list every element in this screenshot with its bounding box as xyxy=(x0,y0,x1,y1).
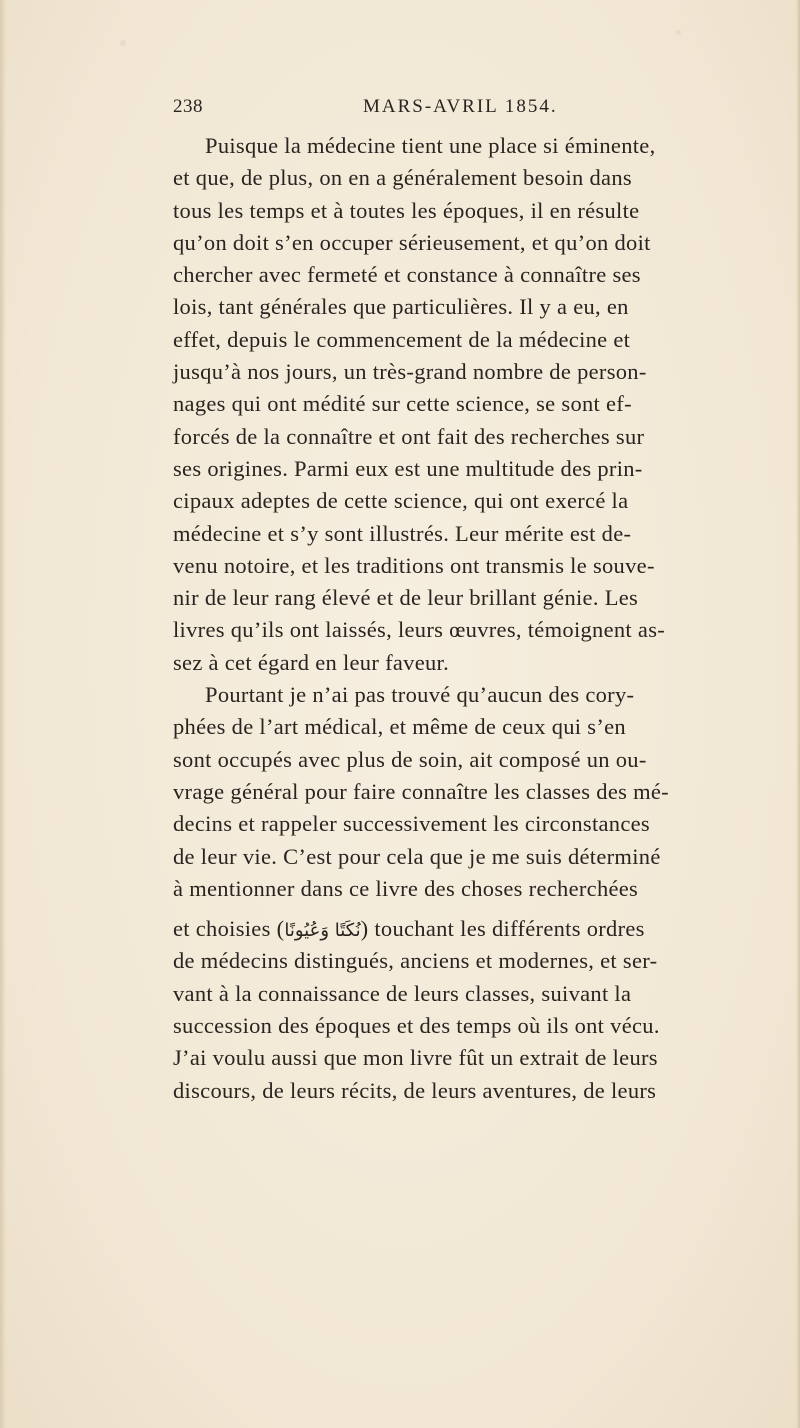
text-line: cipaux adeptes de cette science, qui ont exercé la xyxy=(173,488,629,514)
text-line: qu’on doit s’en occuper sérieusement, et qu’on doit xyxy=(173,229,651,255)
text-line: vant à la connaissance de leurs classes, suivant la xyxy=(173,980,632,1006)
text-line: médecine et s’y sont illustrés. Leur mérite est de- xyxy=(173,520,632,546)
page-number: 238 xyxy=(173,96,203,117)
paragraph-1 xyxy=(173,130,738,679)
page-header xyxy=(173,96,683,124)
text-fragment: et choisies ( xyxy=(173,916,285,942)
text-line: phées de l’art médical, et même de ceux qui s’en xyxy=(173,714,626,740)
text-line: vrage général pour faire connaître les classes des mé- xyxy=(173,778,669,804)
text-line: ses origines. Parmi eux est une multitude des prin- xyxy=(173,455,643,481)
text-line: de médecins distingués, anciens et modernes, et ser- xyxy=(173,948,658,974)
text-line: decins et rappeler successivement les circonstances xyxy=(173,811,650,837)
text-line: lois, tant générales que particulières. Il y a eu, en xyxy=(173,294,629,320)
arabic-phrase: نُكَتًا وَعُيُونًا xyxy=(284,920,361,942)
text-line: tous les temps et à toutes les époques, il en résulte xyxy=(173,197,640,223)
page-right-edge-shadow xyxy=(796,0,800,1428)
text-line: discours, de leurs récits, de leurs aventures, de leurs xyxy=(173,1077,657,1103)
paragraph-2 xyxy=(173,679,738,1107)
paper-stain xyxy=(120,40,126,46)
text-line: Pourtant je n’ai pas trouvé qu’aucun des cory- xyxy=(205,682,635,708)
text-line: sont occupés avec plus de soin, ait composé un ou- xyxy=(173,746,647,772)
text-line: forcés de la connaître et ont fait des recherches sur xyxy=(173,423,645,449)
text-line: effet, depuis le commencement de la médecine et xyxy=(173,326,631,352)
text-line: Puisque la médecine tient une place si éminente, xyxy=(205,133,656,158)
text-line: sez à cet égard en leur faveur. xyxy=(173,649,450,675)
text-line: J’ai voulu aussi que mon livre fût un extrait de leurs xyxy=(173,1045,658,1071)
running-head: MARS-AVRIL 1854. xyxy=(363,96,558,117)
text-line: chercher avec fermeté et constance à connaître ses xyxy=(173,262,641,288)
text-line-with-arabic xyxy=(173,913,738,945)
body-text xyxy=(173,130,738,1107)
text-line: à mentionner dans ce livre des choses recherchées xyxy=(173,875,639,901)
text-line: succession des époques et des temps où ils ont vécu. xyxy=(173,1013,660,1039)
text-fragment: ) touchant les différents ordres xyxy=(360,916,645,942)
text-line: nages qui ont médité sur cette science, se sont ef- xyxy=(173,391,632,417)
text-line: venu notoire, et les traditions ont transmis le souve- xyxy=(173,552,655,578)
text-line: et que, de plus, on en a généralement besoin dans xyxy=(173,165,632,191)
paper-stain xyxy=(676,30,681,35)
text-line: de leur vie. C’est pour cela que je me suis déterminé xyxy=(173,843,661,869)
text-line: livres qu’ils ont laissés, leurs œuvres, témoignent as- xyxy=(173,617,666,643)
text-line: jusqu’à nos jours, un très-grand nombre de person- xyxy=(173,359,647,385)
text-line: nir de leur rang élevé et de leur brillant génie. Les xyxy=(173,585,639,611)
page-left-edge-shadow xyxy=(0,0,6,1428)
